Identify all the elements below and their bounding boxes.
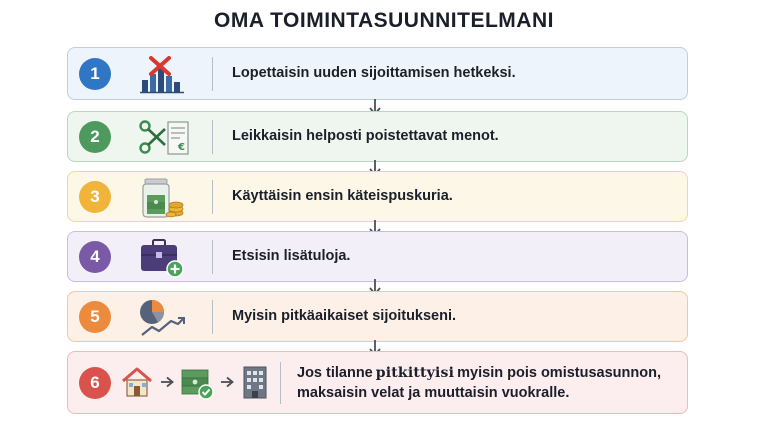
apartment-building-icon bbox=[240, 364, 270, 400]
page-title: OMA TOIMINTASUUNNITELMANI bbox=[214, 9, 554, 32]
arrow-right-icon bbox=[220, 376, 234, 388]
step-label-line-1 bbox=[297, 365, 661, 381]
step-1-card bbox=[67, 47, 688, 100]
step-number-badge: 1 bbox=[79, 58, 111, 90]
money-jar-icon bbox=[138, 177, 186, 217]
arrow-right-icon bbox=[160, 376, 174, 388]
step-label-text: Jos tilanne bbox=[297, 365, 373, 381]
step-3-card bbox=[67, 171, 688, 222]
step-4-card bbox=[67, 231, 688, 282]
chart-cross-icon bbox=[138, 54, 186, 94]
divider bbox=[212, 180, 213, 214]
step-label: Etsisin lisätuloja. bbox=[232, 248, 351, 264]
step-label-line-2: maksaisin velat ja muuttaisin vuokralle. bbox=[297, 385, 570, 401]
step-number-badge: 3 bbox=[79, 181, 111, 213]
step-label: Myisin pitkäaikaiset sijoitukseni. bbox=[232, 308, 457, 324]
house-icon bbox=[120, 365, 154, 399]
scissors-receipt-icon bbox=[138, 117, 186, 157]
step-number-badge: 2 bbox=[79, 121, 111, 153]
money-check-icon bbox=[180, 366, 216, 400]
briefcase-plus-icon bbox=[138, 237, 186, 277]
divider bbox=[212, 120, 213, 154]
handwritten-word: pitkittyisi bbox=[375, 365, 455, 381]
step-6-card bbox=[67, 351, 688, 414]
pie-trend-icon bbox=[138, 297, 186, 337]
divider bbox=[212, 240, 213, 274]
step-5-card bbox=[67, 291, 688, 342]
step-label: Käyttäisin ensin käteispuskuria. bbox=[232, 188, 453, 204]
step-label: Leikkaisin helposti poistettavat menot. bbox=[232, 128, 499, 144]
divider bbox=[280, 362, 281, 404]
step-label-text: myisin pois omistusasunnon, bbox=[457, 365, 661, 381]
svg-text:€: € bbox=[178, 142, 185, 153]
step-number-badge: 5 bbox=[79, 301, 111, 333]
step-number-badge: 6 bbox=[79, 367, 111, 399]
step-label: Lopettaisin uuden sijoittamisen hetkeksi. bbox=[232, 65, 516, 81]
divider bbox=[212, 300, 213, 334]
step-2-card bbox=[67, 111, 688, 162]
step-number-badge: 4 bbox=[79, 241, 111, 273]
divider bbox=[212, 57, 213, 91]
